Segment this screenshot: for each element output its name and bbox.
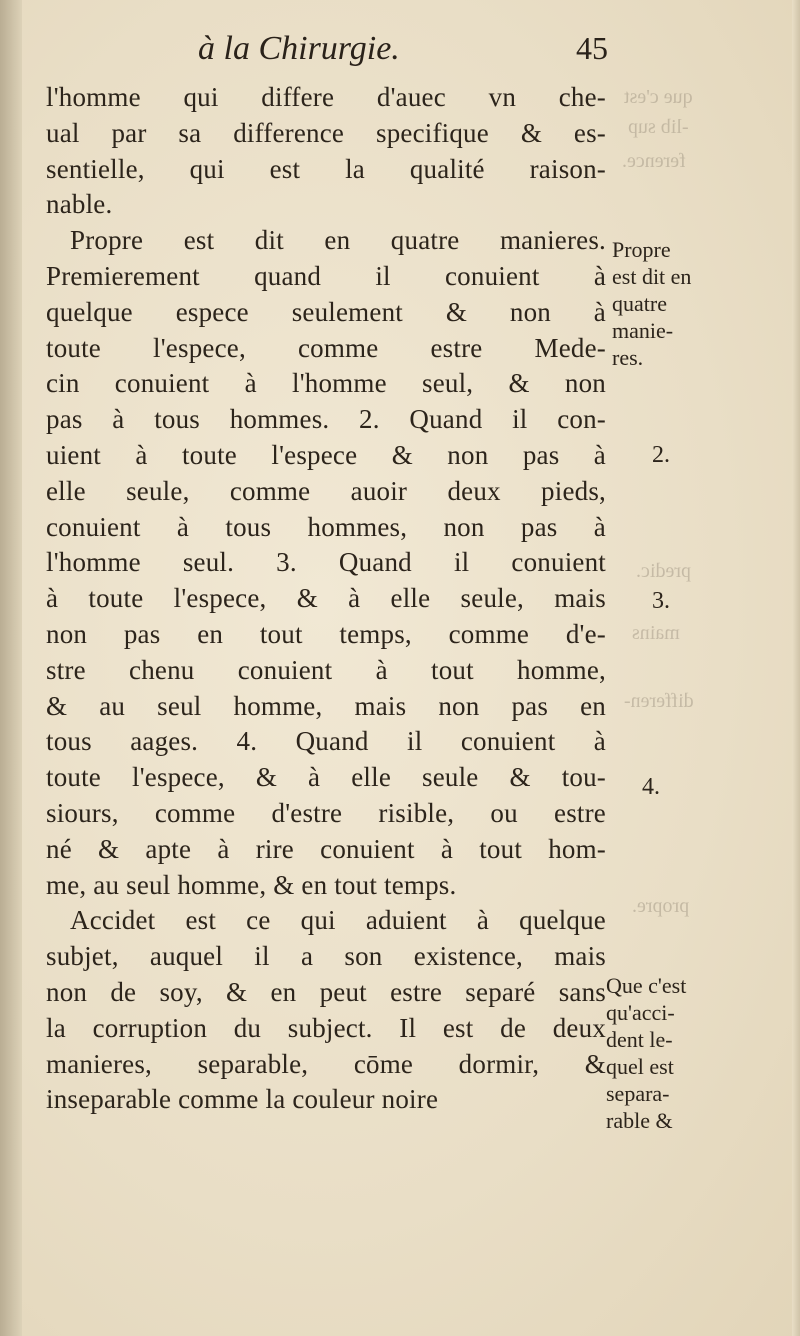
show-through-text: predic.	[636, 560, 691, 582]
note-line: dent le-	[606, 1027, 673, 1052]
text-line: non pas en tout temps, comme d'e-	[46, 618, 606, 649]
text-line: Premierement quand il conuient à	[46, 260, 606, 291]
text-line: ual par sa difference specifique & es-	[46, 117, 606, 148]
text-line: à toute l'espece, & à elle seule, mais	[46, 583, 606, 614]
main-text-block	[46, 80, 606, 1118]
note-line: res.	[612, 345, 644, 370]
note-line: separa-	[606, 1081, 670, 1106]
text-line: cin conuient à l'homme seul, & non	[46, 368, 606, 399]
show-through-text: propre.	[632, 895, 690, 917]
text-line: subjet, auquel il a son existence, mais	[46, 941, 606, 972]
show-through-text: ference.	[622, 150, 686, 172]
paragraph-start-line: Accidet est ce qui aduient à quelque	[70, 905, 606, 936]
margin-note-propre	[612, 236, 691, 371]
note-line: est dit en	[612, 264, 692, 289]
margin-marker-2: 2.	[652, 442, 670, 468]
text-line: me, au seul homme, & en tout temps.	[46, 869, 457, 900]
text-line: siours, comme d'estre risible, ou estre	[46, 797, 606, 828]
show-through-text: que c'est	[624, 86, 693, 108]
running-head: à la Chirurgie.	[198, 30, 400, 67]
note-line: Que c'est	[606, 973, 687, 998]
text-line: non de soy, & en peut estre separé sans	[46, 976, 606, 1007]
note-line: qu'acci-	[606, 1000, 675, 1025]
note-line: quatre	[612, 291, 667, 316]
show-through-text: mains	[632, 622, 680, 644]
text-line: manieres, separable, cōme dormir, &	[46, 1048, 606, 1079]
page-gutter-shadow	[0, 0, 22, 1336]
text-line: elle seule, comme auoir deux pieds,	[46, 475, 606, 506]
note-line: Propre	[612, 237, 671, 262]
text-line: sentielle, qui est la qualité raison-	[46, 153, 606, 184]
text-line: pas à tous hommes. 2. Quand il con-	[46, 404, 606, 435]
margin-marker-4: 4.	[642, 774, 660, 800]
page-header	[48, 30, 608, 74]
paragraph-start-line: Propre est dit en quatre manieres.	[70, 225, 606, 256]
text-line: conuient à tous hommes, non pas à	[46, 511, 606, 542]
margin-note-accident	[606, 972, 686, 1134]
text-line: né & apte à rire conuient à tout hom-	[46, 833, 606, 864]
text-line: uient à toute l'espece & non pas à	[46, 439, 606, 470]
show-through-text: differen-	[624, 690, 694, 712]
text-line: stre chenu conuient à tout homme,	[46, 654, 606, 685]
text-line: toute l'espece, & à elle seule & tou-	[46, 762, 606, 793]
text-line: nable.	[46, 189, 113, 220]
show-through-text: -lib sup	[628, 116, 689, 138]
text-line: inseparable comme la couleur noire	[46, 1084, 439, 1115]
text-line: la corruption du subject. Il est de deux	[46, 1012, 606, 1043]
text-line: toute l'espece, comme estre Mede-	[46, 332, 606, 363]
margin-marker-3: 3.	[652, 588, 670, 614]
note-line: rable &	[606, 1108, 673, 1133]
note-line: quel est	[606, 1054, 674, 1079]
text-line: tous aages. 4. Quand il conuient à	[46, 726, 606, 757]
text-line: quelque espece seulement & non à	[46, 296, 606, 327]
text-line: l'homme qui differe d'auec vn che-	[46, 82, 606, 112]
text-line: l'homme seul. 3. Quand il conuient	[46, 547, 606, 578]
note-line: manie-	[612, 318, 674, 343]
page-edge	[792, 0, 800, 1336]
page-number: 45	[576, 30, 608, 66]
text-line: & au seul homme, mais non pas en	[46, 690, 606, 721]
